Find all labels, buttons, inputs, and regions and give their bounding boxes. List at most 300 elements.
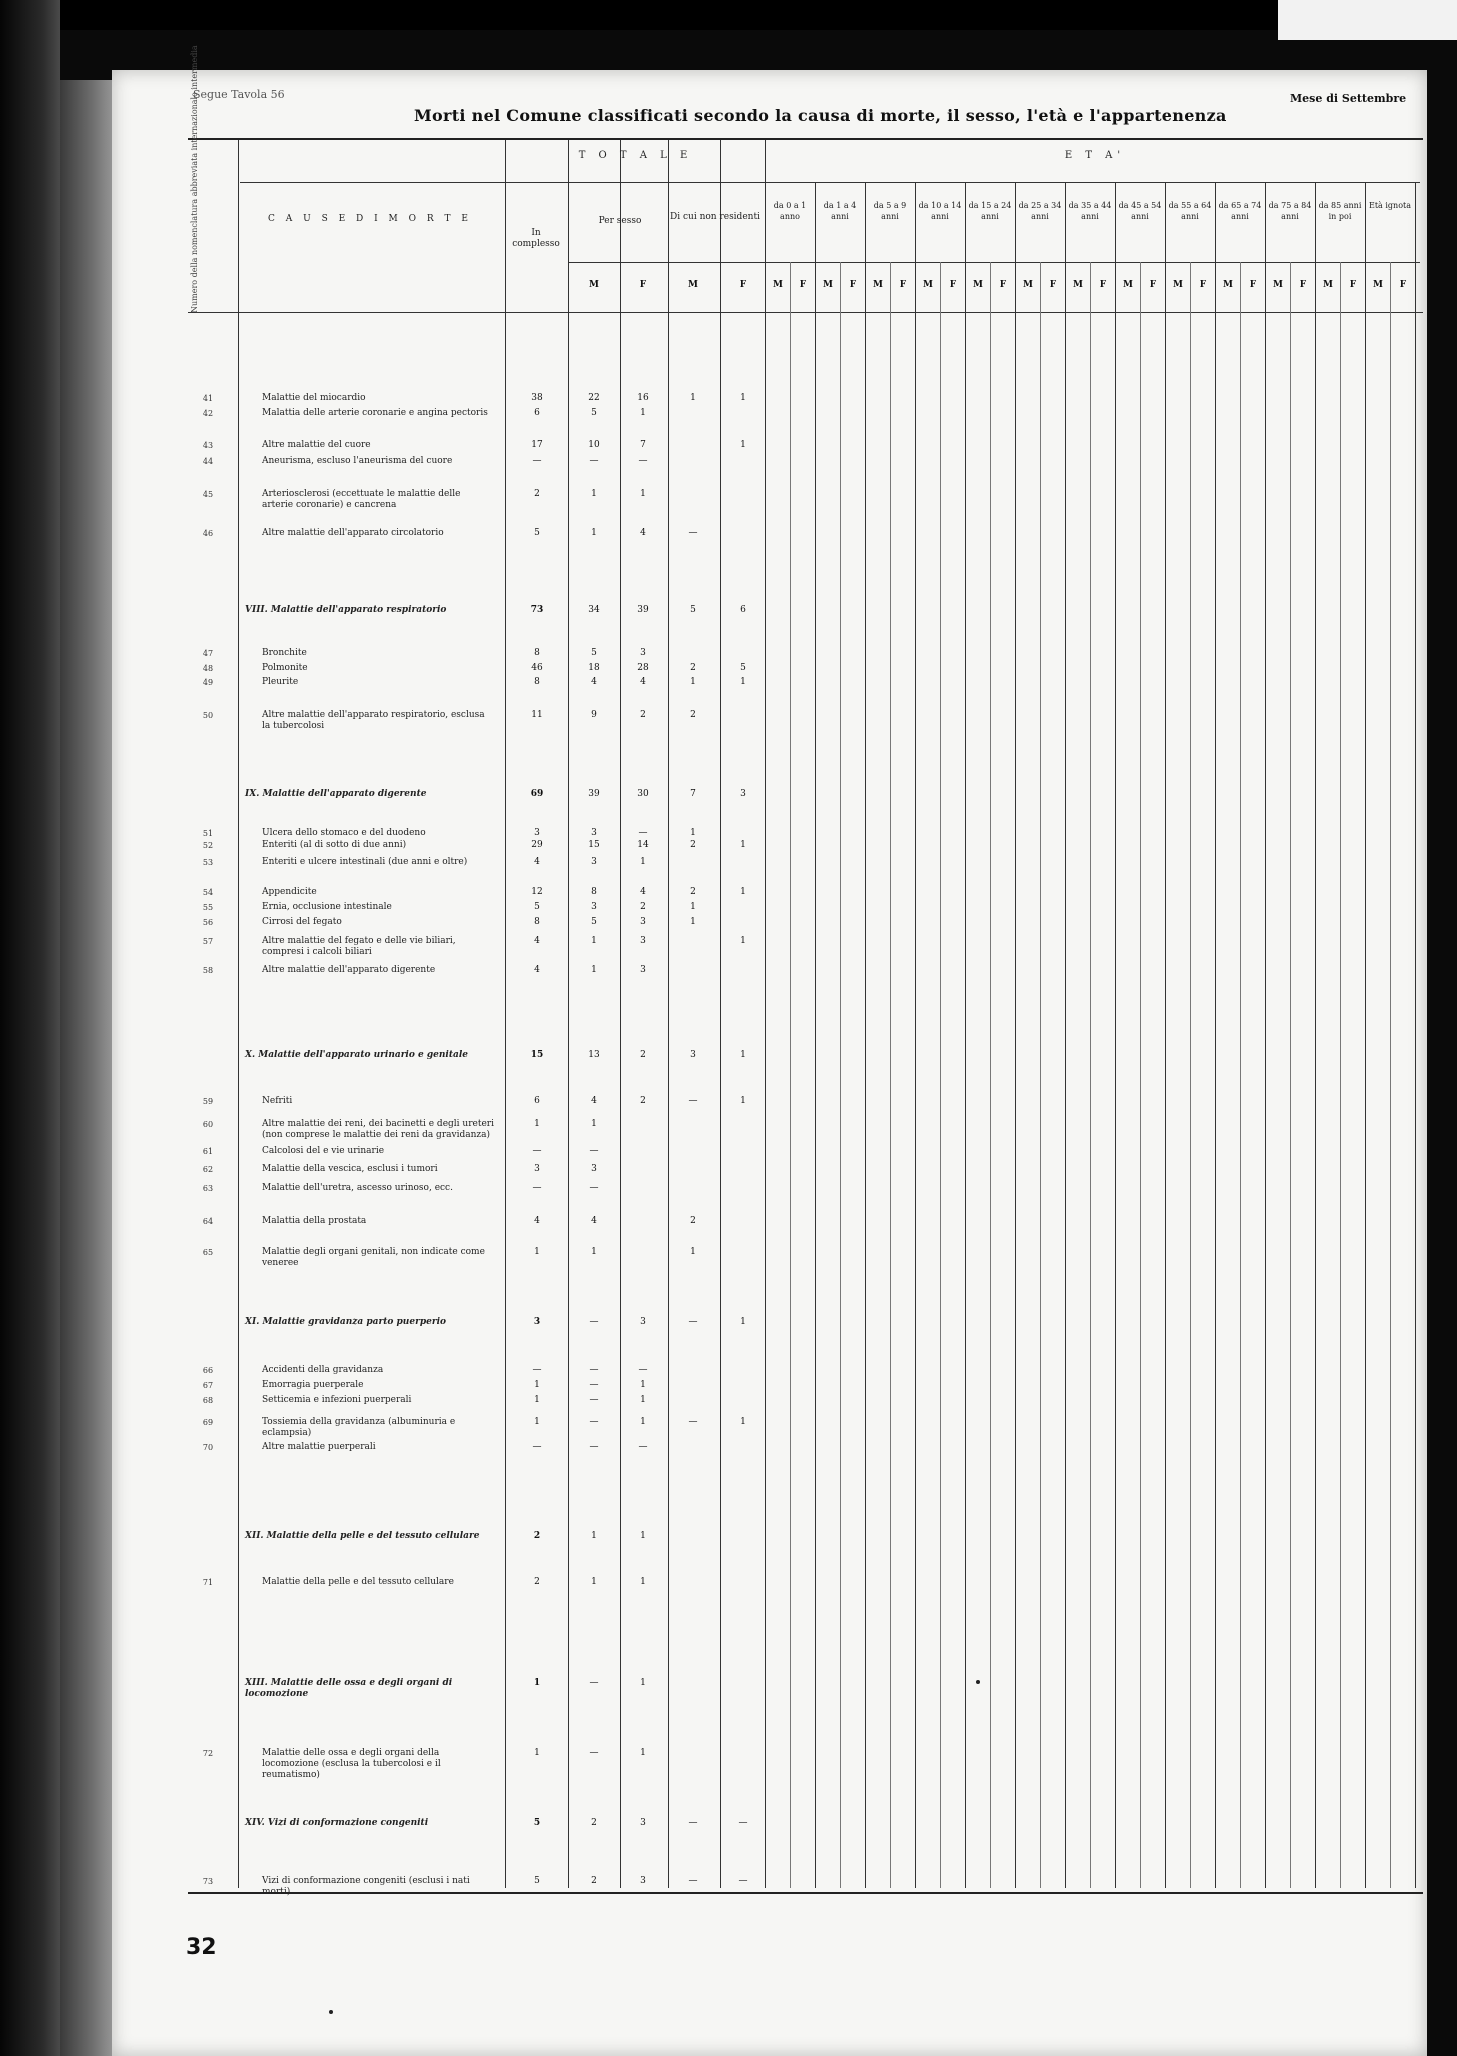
age-group-header: da 25 a 34 anni xyxy=(1018,201,1062,221)
male-count: 1 xyxy=(591,489,597,499)
female-count: — xyxy=(638,456,648,466)
nomenclature-number: 72 xyxy=(202,1749,214,1758)
nonresident-female-count: 1 xyxy=(740,440,746,450)
nomenclature-number: 49 xyxy=(202,678,214,687)
female-count: 1 xyxy=(640,1577,646,1587)
nomenclature-number: 51 xyxy=(202,829,214,838)
nonresident-female-count: 3 xyxy=(740,789,746,799)
male-count: 3 xyxy=(591,828,597,838)
cause-of-death: Tossiemia della gravidanza (albuminuria e eclampsia) xyxy=(262,1417,456,1438)
age-column-rule xyxy=(965,182,966,1888)
cause-of-death: X. Malattie dell'apparato urinario e genitale xyxy=(245,1050,468,1060)
nomenclature-number: 61 xyxy=(202,1147,214,1156)
age-column-rule xyxy=(1015,182,1016,1888)
cause-of-death: Altre malattie dell'apparato respiratorio, esclusa la tubercolosi xyxy=(262,710,485,731)
male-count: — xyxy=(589,1317,599,1327)
age-group-header: da 5 a 9 anni xyxy=(873,201,907,221)
nomenclature-number: 45 xyxy=(202,490,214,499)
nomenclature-number: 47 xyxy=(202,649,214,658)
cause-of-death: Ernia, occlusione intestinale xyxy=(262,902,392,912)
column-rule xyxy=(620,140,621,1888)
cause-of-death: Malattia della prostata xyxy=(262,1216,367,1226)
total-count: 2 xyxy=(533,1531,541,1541)
age-column-rule xyxy=(865,182,866,1888)
nomenclature-column-header xyxy=(186,45,236,315)
column-rule xyxy=(668,140,669,1888)
nomenclature-number: 69 xyxy=(202,1418,214,1427)
nomenclature-number: 71 xyxy=(202,1578,214,1587)
male-count: 3 xyxy=(591,857,597,867)
cause-of-death: Aneurisma, escluso l'aneurisma del cuore xyxy=(262,456,453,466)
nomenclature-number: 68 xyxy=(202,1396,214,1405)
total-count: — xyxy=(532,1365,542,1375)
cause-of-death: Malattie dell'uretra, ascesso urinoso, ecc. xyxy=(262,1183,453,1193)
female-count: 28 xyxy=(637,663,649,673)
male-count: — xyxy=(589,1183,599,1193)
male-subheader: M xyxy=(973,280,983,290)
total-count: 1 xyxy=(533,1678,541,1688)
total-count: 4 xyxy=(534,1216,540,1226)
male-count: — xyxy=(589,1748,599,1758)
nonresident-female-count: — xyxy=(738,1818,748,1828)
age-column-rule xyxy=(1265,182,1266,1888)
age-group-header: da 85 anni in poi xyxy=(1318,201,1362,221)
cause-of-death: Altre malattie dell'apparato circolatorio xyxy=(262,528,444,538)
male-count: 39 xyxy=(588,789,600,799)
column-rule xyxy=(720,140,721,1888)
header-rule xyxy=(240,182,1420,183)
nomenclature-number: 57 xyxy=(202,937,214,946)
nomenclature-number: 64 xyxy=(202,1217,214,1226)
cause-of-death: Pleurite xyxy=(262,677,299,687)
female-count: 1 xyxy=(640,1531,646,1541)
male-count: 4 xyxy=(591,677,597,687)
male-count: — xyxy=(589,1417,599,1427)
female-subheader: F xyxy=(1199,280,1207,290)
cause-of-death: Cirrosi del fegato xyxy=(262,917,342,927)
cause-of-death: Appendicite xyxy=(262,887,317,897)
total-count: 3 xyxy=(533,1317,541,1327)
total-count: 5 xyxy=(534,528,540,538)
female-count: 1 xyxy=(640,1380,646,1390)
nonresident-female-count: 1 xyxy=(740,887,746,897)
total-count: 73 xyxy=(530,605,544,615)
male-count: 18 xyxy=(588,663,600,673)
sex-column-rule xyxy=(1040,262,1041,1888)
nonresident-male-count: — xyxy=(688,1096,698,1106)
nomenclature-number: 70 xyxy=(202,1443,214,1452)
nonresident-male-count: 1 xyxy=(690,677,696,687)
age-group-header: da 65 a 74 anni xyxy=(1218,201,1262,221)
male-subheader: M xyxy=(1323,280,1333,290)
header-rule xyxy=(568,262,1420,263)
male-count: 22 xyxy=(588,393,600,403)
male-count: — xyxy=(589,1395,599,1405)
nomenclature-number: 41 xyxy=(202,394,214,403)
sex-column-rule xyxy=(990,262,991,1888)
total-count: 1 xyxy=(534,1417,540,1427)
female-count: 3 xyxy=(640,917,646,927)
total-count: — xyxy=(532,1146,542,1156)
age-group-header: Età ignota xyxy=(1369,201,1411,210)
nonresident-male-count: — xyxy=(688,1317,698,1327)
age-column-rule xyxy=(1165,182,1166,1888)
female-count: 1 xyxy=(640,408,646,418)
per-sesso-header: Per sesso xyxy=(598,216,642,226)
sex-column-rule xyxy=(1240,262,1241,1888)
female-subheader: F xyxy=(639,280,647,290)
male-count: 1 xyxy=(591,1577,597,1587)
age-group-header: da 1 a 4 anni xyxy=(823,201,857,221)
scan-corner xyxy=(1278,0,1457,40)
cause-of-death: Malattia delle arterie coronarie e angina pectoris xyxy=(262,408,488,418)
total-count: — xyxy=(532,1442,542,1452)
total-count: 69 xyxy=(530,789,544,799)
female-count: 1 xyxy=(640,1395,646,1405)
total-count: 46 xyxy=(531,663,543,673)
nomenclature-number: 50 xyxy=(202,711,214,720)
cause-of-death: XII. Malattie della pelle e del tessuto cellulare xyxy=(245,1531,480,1541)
male-subheader: M xyxy=(1023,280,1033,290)
total-count: 5 xyxy=(533,1818,541,1828)
male-count: 9 xyxy=(591,710,597,720)
female-count: 1 xyxy=(640,857,646,867)
cause-of-death: IX. Malattie dell'apparato digerente xyxy=(245,789,427,799)
nonresident-male-count: 2 xyxy=(690,663,696,673)
total-count: 5 xyxy=(534,902,540,912)
total-count: 8 xyxy=(534,917,540,927)
nonresident-male-count: — xyxy=(688,1876,698,1886)
male-count: — xyxy=(589,1365,599,1375)
female-subheader: F xyxy=(1149,280,1157,290)
cause-of-death: VIII. Malattie dell'apparato respiratorio xyxy=(245,605,447,615)
age-column-rule xyxy=(1065,182,1066,1888)
female-count: 3 xyxy=(640,648,646,658)
nomenclature-number: 43 xyxy=(202,441,214,450)
male-subheader: M xyxy=(773,280,783,290)
male-count: 13 xyxy=(588,1050,600,1060)
total-count: 2 xyxy=(534,489,540,499)
cause-of-death: Altre malattie dell'apparato digerente xyxy=(262,965,436,975)
cause-of-death: Altre malattie puerperali xyxy=(262,1442,376,1452)
total-count: 8 xyxy=(534,648,540,658)
sex-column-rule xyxy=(940,262,941,1888)
total-count: 1 xyxy=(534,1380,540,1390)
nomenclature-number: 44 xyxy=(202,457,214,466)
male-count: 3 xyxy=(591,902,597,912)
total-count: 2 xyxy=(534,1577,540,1587)
nonresident-male-count: — xyxy=(688,1417,698,1427)
age-group-header: da 0 a 1 anno xyxy=(773,201,807,221)
nomenclature-number: 73 xyxy=(202,1877,214,1886)
female-count: 3 xyxy=(640,1818,646,1828)
eta-header: E T A' xyxy=(1064,150,1126,161)
male-count: 2 xyxy=(591,1876,597,1886)
total-count: 4 xyxy=(534,965,540,975)
male-subheader: M xyxy=(823,280,833,290)
nomenclature-number: 63 xyxy=(202,1184,214,1193)
non-residenti-header: Di cui non residenti xyxy=(670,212,760,222)
female-count: 2 xyxy=(640,710,646,720)
total-count: 4 xyxy=(534,857,540,867)
nomenclature-number: 56 xyxy=(202,918,214,927)
nomenclature-number: 46 xyxy=(202,529,214,538)
female-count: 2 xyxy=(640,1096,646,1106)
cause-of-death: Bronchite xyxy=(262,648,307,658)
total-count: 3 xyxy=(534,828,540,838)
cause-of-death: Nefriti xyxy=(262,1096,293,1106)
cause-of-death: Accidenti della gravidanza xyxy=(262,1365,384,1375)
sex-column-rule xyxy=(790,262,791,1888)
age-column-rule xyxy=(1315,182,1316,1888)
total-count: 12 xyxy=(531,887,543,897)
nonresident-male-count: 1 xyxy=(690,828,696,838)
female-count: 1 xyxy=(640,1748,646,1758)
nonresident-female-count: 5 xyxy=(740,663,746,673)
female-count: 4 xyxy=(640,528,646,538)
scan-speck xyxy=(329,2010,333,2014)
age-group-header: da 45 a 54 anni xyxy=(1118,201,1162,221)
nonresident-male-count: — xyxy=(688,1818,698,1828)
female-count: 1 xyxy=(640,489,646,499)
male-count: 3 xyxy=(591,1164,597,1174)
female-count: 4 xyxy=(640,887,646,897)
male-count: 5 xyxy=(591,408,597,418)
female-count: 1 xyxy=(640,1417,646,1427)
cause-of-death: Malattie degli organi genitali, non indicate come veneree xyxy=(262,1247,485,1268)
female-count: 39 xyxy=(637,605,649,615)
age-group-header: da 15 a 24 anni xyxy=(968,201,1012,221)
nomenclature-number: 65 xyxy=(202,1248,214,1257)
total-count: 38 xyxy=(531,393,543,403)
cause-of-death: XIV. Vizi di conformazione congeniti xyxy=(245,1818,429,1828)
age-column-rule xyxy=(1415,182,1416,1888)
female-subheader: F xyxy=(1399,280,1407,290)
male-subheader: M xyxy=(1073,280,1083,290)
binding-shadow xyxy=(0,0,60,2056)
nonresident-female-count: 1 xyxy=(740,840,746,850)
nomenclature-number: 48 xyxy=(202,664,214,673)
nomenclature-number: 62 xyxy=(202,1165,214,1174)
male-count: 5 xyxy=(591,648,597,658)
nonresident-male-count: 2 xyxy=(690,840,696,850)
total-count: 1 xyxy=(534,1395,540,1405)
male-count: — xyxy=(589,1442,599,1452)
nomenclature-label: Numero della nomenclatura abbreviata internazionale intermedia xyxy=(190,45,199,313)
column-rule xyxy=(568,140,569,1888)
female-subheader: F xyxy=(1249,280,1257,290)
male-count: 8 xyxy=(591,887,597,897)
sex-column-rule xyxy=(1390,262,1391,1888)
female-count: 1 xyxy=(640,1678,646,1688)
female-count: 2 xyxy=(640,902,646,912)
female-count: — xyxy=(638,1442,648,1452)
cause-of-death: Polmonite xyxy=(262,663,308,673)
month-label: Mese di Settembre xyxy=(1290,92,1407,105)
male-count: 2 xyxy=(591,1818,597,1828)
male-subheader: M xyxy=(1173,280,1183,290)
male-count: — xyxy=(589,456,599,466)
nomenclature-number: 58 xyxy=(202,966,214,975)
page-title: Morti nel Comune classificati secondo la causa di morte, il sesso, l'età e l'appartenenza xyxy=(414,106,1227,125)
cause-of-death: XIII. Malattie delle ossa e degli organi di locomozione xyxy=(245,1678,453,1699)
sex-column-rule xyxy=(890,262,891,1888)
female-count: 2 xyxy=(640,1050,646,1060)
cause-of-death: Arteriosclerosi (eccettuate le malattie delle arterie coronarie) e cancrena xyxy=(262,489,461,510)
nomenclature-number: 59 xyxy=(202,1097,214,1106)
cause-of-death: Altre malattie dei reni, dei bacinetti e degli ureteri (non comprese le malattie dei reni da gravidanza) xyxy=(262,1119,494,1140)
female-count: 30 xyxy=(637,789,649,799)
total-count: 4 xyxy=(534,936,540,946)
female-subheader: F xyxy=(799,280,807,290)
female-subheader: F xyxy=(1299,280,1307,290)
female-subheader: F xyxy=(999,280,1007,290)
nonresident-female-count: 1 xyxy=(740,1096,746,1106)
cause-of-death: Emorragia puerperale xyxy=(262,1380,364,1390)
age-group-header: da 10 a 14 anni xyxy=(918,201,962,221)
total-count: 6 xyxy=(534,1096,540,1106)
cause-of-death: Malattie della pelle e del tessuto cellulare xyxy=(262,1577,454,1587)
nonresident-female-count: 1 xyxy=(740,1317,746,1327)
nonresident-female-count: 1 xyxy=(740,1417,746,1427)
male-count: — xyxy=(589,1678,599,1688)
female-count: 3 xyxy=(640,936,646,946)
nonresident-male-count: 1 xyxy=(690,917,696,927)
male-subheader: M xyxy=(1373,280,1383,290)
male-subheader: M xyxy=(589,280,599,290)
male-subheader: M xyxy=(1223,280,1233,290)
male-count: — xyxy=(589,1146,599,1156)
nomenclature-number: 52 xyxy=(202,841,214,850)
male-count: 5 xyxy=(591,917,597,927)
female-subheader: F xyxy=(849,280,857,290)
sex-column-rule xyxy=(1190,262,1191,1888)
female-subheader: F xyxy=(899,280,907,290)
sex-column-rule xyxy=(1090,262,1091,1888)
nomenclature-number: 55 xyxy=(202,903,214,912)
male-subheader: M xyxy=(1123,280,1133,290)
cause-of-death: Altre malattie del cuore xyxy=(262,440,371,450)
male-count: 34 xyxy=(588,605,600,615)
nonresident-male-count: 2 xyxy=(690,710,696,720)
header-rule xyxy=(188,312,1423,313)
age-column-rule xyxy=(815,182,816,1888)
nomenclature-number: 66 xyxy=(202,1366,214,1375)
cause-of-death: Ulcera dello stomaco e del duodeno xyxy=(262,828,426,838)
male-count: 1 xyxy=(591,1119,597,1129)
column-rule xyxy=(505,140,506,1888)
age-column-rule xyxy=(765,182,766,1888)
age-column-rule xyxy=(1365,182,1366,1888)
column-rule xyxy=(238,140,239,1888)
female-subheader: F xyxy=(1099,280,1107,290)
total-count: 29 xyxy=(531,840,543,850)
total-count: 6 xyxy=(534,408,540,418)
scan-top-border xyxy=(0,0,1457,30)
nonresident-female-count: 1 xyxy=(740,677,746,687)
nonresident-male-count: 5 xyxy=(690,605,696,615)
age-column-rule xyxy=(1215,182,1216,1888)
nomenclature-number: 67 xyxy=(202,1381,214,1390)
male-subheader: M xyxy=(873,280,883,290)
male-count: 4 xyxy=(591,1216,597,1226)
female-subheader: F xyxy=(1349,280,1357,290)
female-count: 3 xyxy=(640,965,646,975)
nonresident-male-count: 2 xyxy=(690,1216,696,1226)
nonresident-male-count: 3 xyxy=(690,1050,696,1060)
female-count: — xyxy=(638,1365,648,1375)
nonresident-female-count: 1 xyxy=(740,936,746,946)
nonresident-male-count: 1 xyxy=(690,902,696,912)
female-count: 3 xyxy=(640,1876,646,1886)
male-count: 1 xyxy=(591,1531,597,1541)
total-count: 3 xyxy=(534,1164,540,1174)
female-count: 4 xyxy=(640,677,646,687)
male-count: 10 xyxy=(588,440,600,450)
female-count: — xyxy=(638,828,648,838)
age-column-rule xyxy=(915,182,916,1888)
total-count: 17 xyxy=(531,440,543,450)
cause-of-death: Malattie della vescica, esclusi i tumori xyxy=(262,1164,438,1174)
nonresident-female-count: — xyxy=(738,1876,748,1886)
nonresident-male-count: 1 xyxy=(690,393,696,403)
age-column-rule xyxy=(1115,182,1116,1888)
total-count: — xyxy=(532,1183,542,1193)
cause-of-death: XI. Malattie gravidanza parto puerperio xyxy=(245,1317,447,1327)
male-count: 4 xyxy=(591,1096,597,1106)
page-number: 32 xyxy=(186,1935,217,1960)
cause-of-death: Malattie del miocardio xyxy=(262,393,366,403)
male-count: — xyxy=(589,1380,599,1390)
nonresident-male-count: — xyxy=(688,528,698,538)
male-count: 1 xyxy=(591,936,597,946)
cause-of-death: Calcolosi del e vie urinarie xyxy=(262,1146,385,1156)
nomenclature-number: 42 xyxy=(202,409,214,418)
nomenclature-number: 54 xyxy=(202,888,214,897)
age-group-header: da 35 a 44 anni xyxy=(1068,201,1112,221)
female-count: 14 xyxy=(637,840,649,850)
sex-column-rule xyxy=(1340,262,1341,1888)
female-count: 16 xyxy=(637,393,649,403)
total-count: 1 xyxy=(534,1247,540,1257)
female-subheader: F xyxy=(949,280,957,290)
sex-column-rule xyxy=(1140,262,1141,1888)
total-count: 5 xyxy=(534,1876,540,1886)
male-count: 1 xyxy=(591,1247,597,1257)
nomenclature-number: 60 xyxy=(202,1120,214,1129)
complesso-header: In complesso xyxy=(512,228,560,249)
table-continuation-label: Segue Tavola 56 xyxy=(193,88,285,101)
nonresident-male-count: 2 xyxy=(690,887,696,897)
binding-edge xyxy=(60,80,115,2056)
total-count: — xyxy=(532,456,542,466)
total-count: 1 xyxy=(534,1119,540,1129)
nonresident-male-count: 1 xyxy=(690,1247,696,1257)
causes-header: C A U S E D I M O R T E xyxy=(268,214,472,224)
nonresident-female-count: 1 xyxy=(740,393,746,403)
nonresident-male-count: 7 xyxy=(690,789,696,799)
total-count: 8 xyxy=(534,677,540,687)
cause-of-death: Enteriti (al di sotto di due anni) xyxy=(262,840,407,850)
totale-header: T O T A L E xyxy=(578,150,693,161)
nomenclature-number: 53 xyxy=(202,858,214,867)
cause-of-death: Malattie delle ossa e degli organi della locomozione (esclusa la tubercolosi e il reumatismo) xyxy=(262,1748,441,1780)
sex-column-rule xyxy=(840,262,841,1888)
scan-speck xyxy=(976,1680,980,1684)
total-count: 11 xyxy=(531,710,543,720)
nonresident-female-count: 1 xyxy=(740,1050,746,1060)
sex-column-rule xyxy=(1290,262,1291,1888)
